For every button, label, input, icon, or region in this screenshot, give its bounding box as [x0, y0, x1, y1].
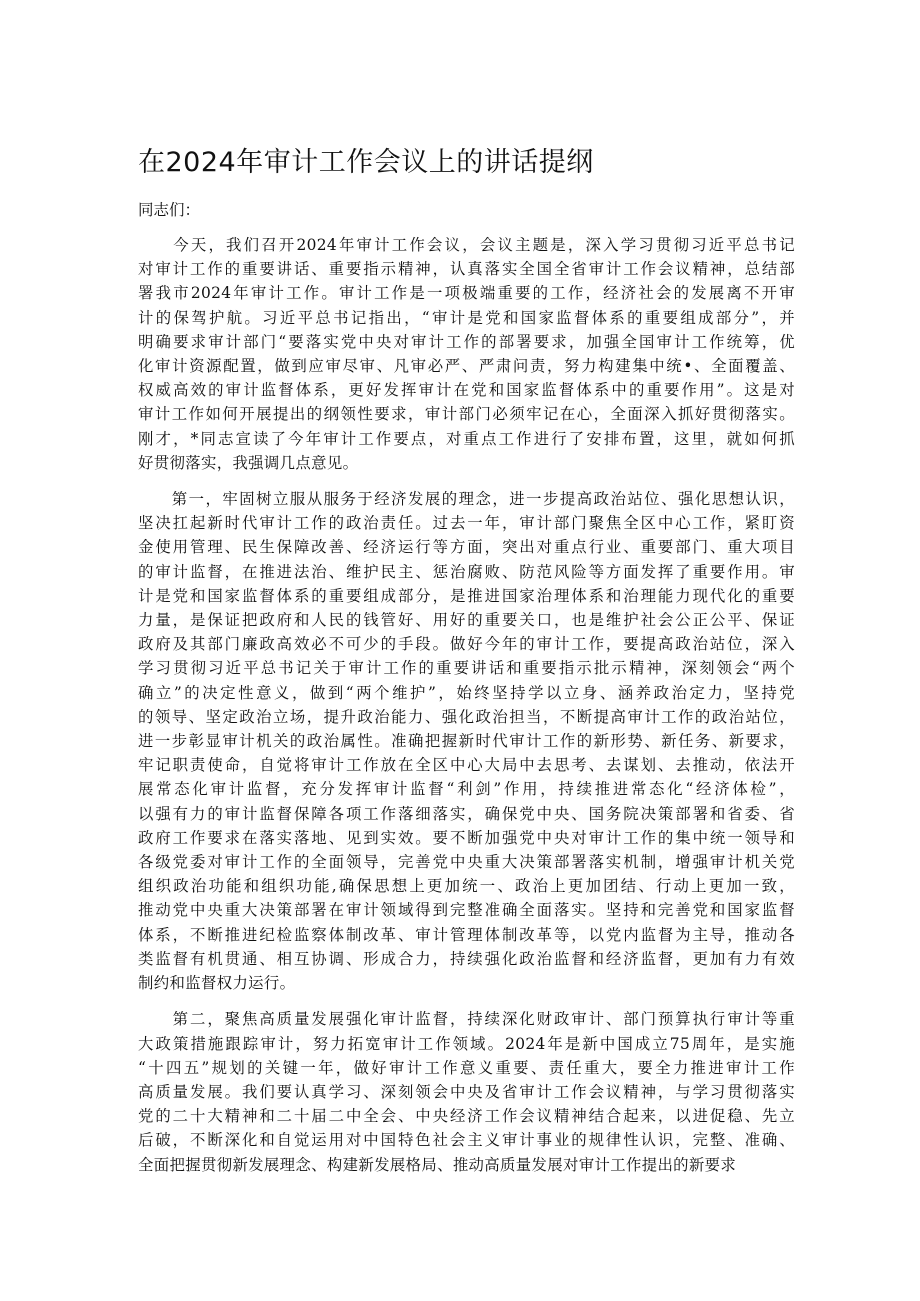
- text-line: 大政策措施跟踪审计，努力拓宽审计工作领域。2024年是新中国成立75周年，是实施: [138, 1034, 795, 1053]
- text-line: 全面把握贯彻新发展理念、构建新发展格局、推动高质量发展对审计工作提出的新要求: [138, 1155, 737, 1174]
- text-line: 牢记职责使命，自觉将审计工作放在全区中心大局中去思考、去谋划、去推动，依法开: [138, 756, 795, 775]
- text-line: 计是党和国家监督体系的重要组成部分，是推进国家治理体系和治理能力现代化的重要: [138, 586, 795, 605]
- paragraph: [138, 487, 795, 995]
- text-line: 权威高效的审计监督体系，更好发挥审计在党和国家监督体系中的重要作用”。这是对: [138, 381, 795, 400]
- text-line: 确立”的决定性意义，做到“两个维护”，始终坚持学以立身、涵养政治定力，坚持党: [138, 683, 795, 702]
- text-line: 组织政治功能和组织功能,确保思想上更加统一、政治上更加团结、行动上更加一致，: [138, 877, 795, 896]
- text-line: 体系，不断推进纪检监察体制改革、审计管理体制改革等，以党内监督为主导，推动各: [138, 925, 795, 944]
- text-line: 明确要求审计部门“要落实党中央对审计工作的部署要求，加强全国审计工作统筹，优: [138, 332, 795, 351]
- text-line: 金使用管理、民生保障改善、经济运行等方面，突出对重点行业、重要部门、重大项目: [138, 538, 795, 557]
- text-line: 高质量发展。我们要认真学习、深刻领会中央及省审计工作会议精神，与学习贯彻落实: [138, 1082, 795, 1101]
- salutation: 同志们：: [138, 201, 201, 219]
- text-line: 化审计资源配置，做到应审尽审、凡审必严、严肃问责，努力构建集中统•、全面覆盖、: [138, 357, 795, 376]
- text-line: 学习贯彻习近平总书记关于审计工作的重要讲话和重要指示批示精神，深刻领会“两个: [138, 659, 795, 678]
- text-line: 第二，聚焦高质量发展强化审计监督，持续深化财政审计、部门预算执行审计等重: [138, 1010, 795, 1029]
- text-line: 今天，我们召开2024年审计工作会议，会议主题是，深入学习贯彻习近平总书记: [138, 236, 795, 254]
- text-line: 党的二十大精神和二十届二中全会、中央经济工作会议精神结合起来，以进促稳、先立: [138, 1107, 795, 1126]
- text-line: 政府及其部门廉政高效必不可少的手段。做好今年的审计工作，要提高政治站位，深入: [138, 635, 795, 654]
- text-line: 各级党委对审计工作的全面领导，完善党中央重大决策部署落实机制，增强审计机关党: [138, 853, 795, 872]
- text-line: 展常态化审计监督，充分发挥审计监督“利剑”作用，持续推进常态化“经济体检”，: [138, 780, 795, 799]
- paragraph: [138, 1007, 795, 1176]
- text-line: 政府工作要求在落实落地、见到实效。要不断加强党中央对审计工作的集中统一领导和: [138, 828, 795, 847]
- text-line: 类监督有机贯通、相互协调、形成合力，持续强化政治监督和经济监督，更加有力有效: [138, 949, 795, 968]
- text-line: 坚决扛起新时代审计工作的政治责任。过去一年，审计部门聚焦全区中心工作，紧盯资: [138, 514, 795, 533]
- text-line: 后破，不断深化和自觉运用对中国特色社会主义审计事业的规律性认识，完整、准确、: [138, 1131, 795, 1150]
- document-title: 在2024年审计工作会议上的讲话提纲: [138, 147, 594, 178]
- text-line: 的领导、坚定政治立场，提升政治能力、强化政治担当，不断提高审计工作的政治站位，: [138, 707, 795, 726]
- text-line: 好贯彻落实，我强调几点意见。: [138, 453, 359, 472]
- text-line: 制约和监督权力运行。: [138, 974, 296, 993]
- text-line: 署我市2024年审计工作。审计工作是一项极端重要的工作，经济社会的发展离不开审: [138, 284, 795, 303]
- text-line: 推动党中央重大决策部署在审计领域得到完整准确全面落实。坚持和完善党和国家监督: [138, 901, 795, 920]
- text-line: 力量，是保证把政府和人民的钱管好、用好的重要关口，也是维护社会公正公平、保证: [138, 611, 795, 630]
- text-line: 审计工作如何开展提出的纲领性要求，审计部门必须牢记在心，全面深入抓好贯彻落实。: [138, 405, 795, 424]
- paragraph: [138, 233, 795, 475]
- text-line: 对审计工作的重要讲话、重要指示精神，认真落实全国全省审计工作会议精神，总结部: [138, 260, 795, 279]
- text-line: 第一，牢固树立服从服务于经济发展的理念，进一步提高政治站位、强化思想认识，: [138, 490, 795, 509]
- text-line: “十四五”规划的关键一年，做好审计工作意义重要、责任重大，要全力推进审计工作: [138, 1058, 795, 1077]
- document-body: [138, 233, 795, 1189]
- text-line: 以强有力的审计监督保障各项工作落细落实，确保党中央、国务院决策部署和省委、省: [138, 804, 795, 823]
- text-line: 的审计监督，在推进法治、维护民主、惩治腐败、防范风险等方面发挥了重要作用。审: [138, 562, 795, 581]
- text-line: 进一步彰显审计机关的政治属性。准确把握新时代审计工作的新形势、新任务、新要求，: [138, 732, 795, 751]
- text-line: 计的保驾护航。习近平总书记指出，“审计是党和国家监督体系的重要组成部分”，并: [138, 308, 795, 327]
- text-line: 刚才，*同志宣读了今年审计工作要点，对重点工作进行了安排布置，这里，就如何抓: [138, 429, 795, 448]
